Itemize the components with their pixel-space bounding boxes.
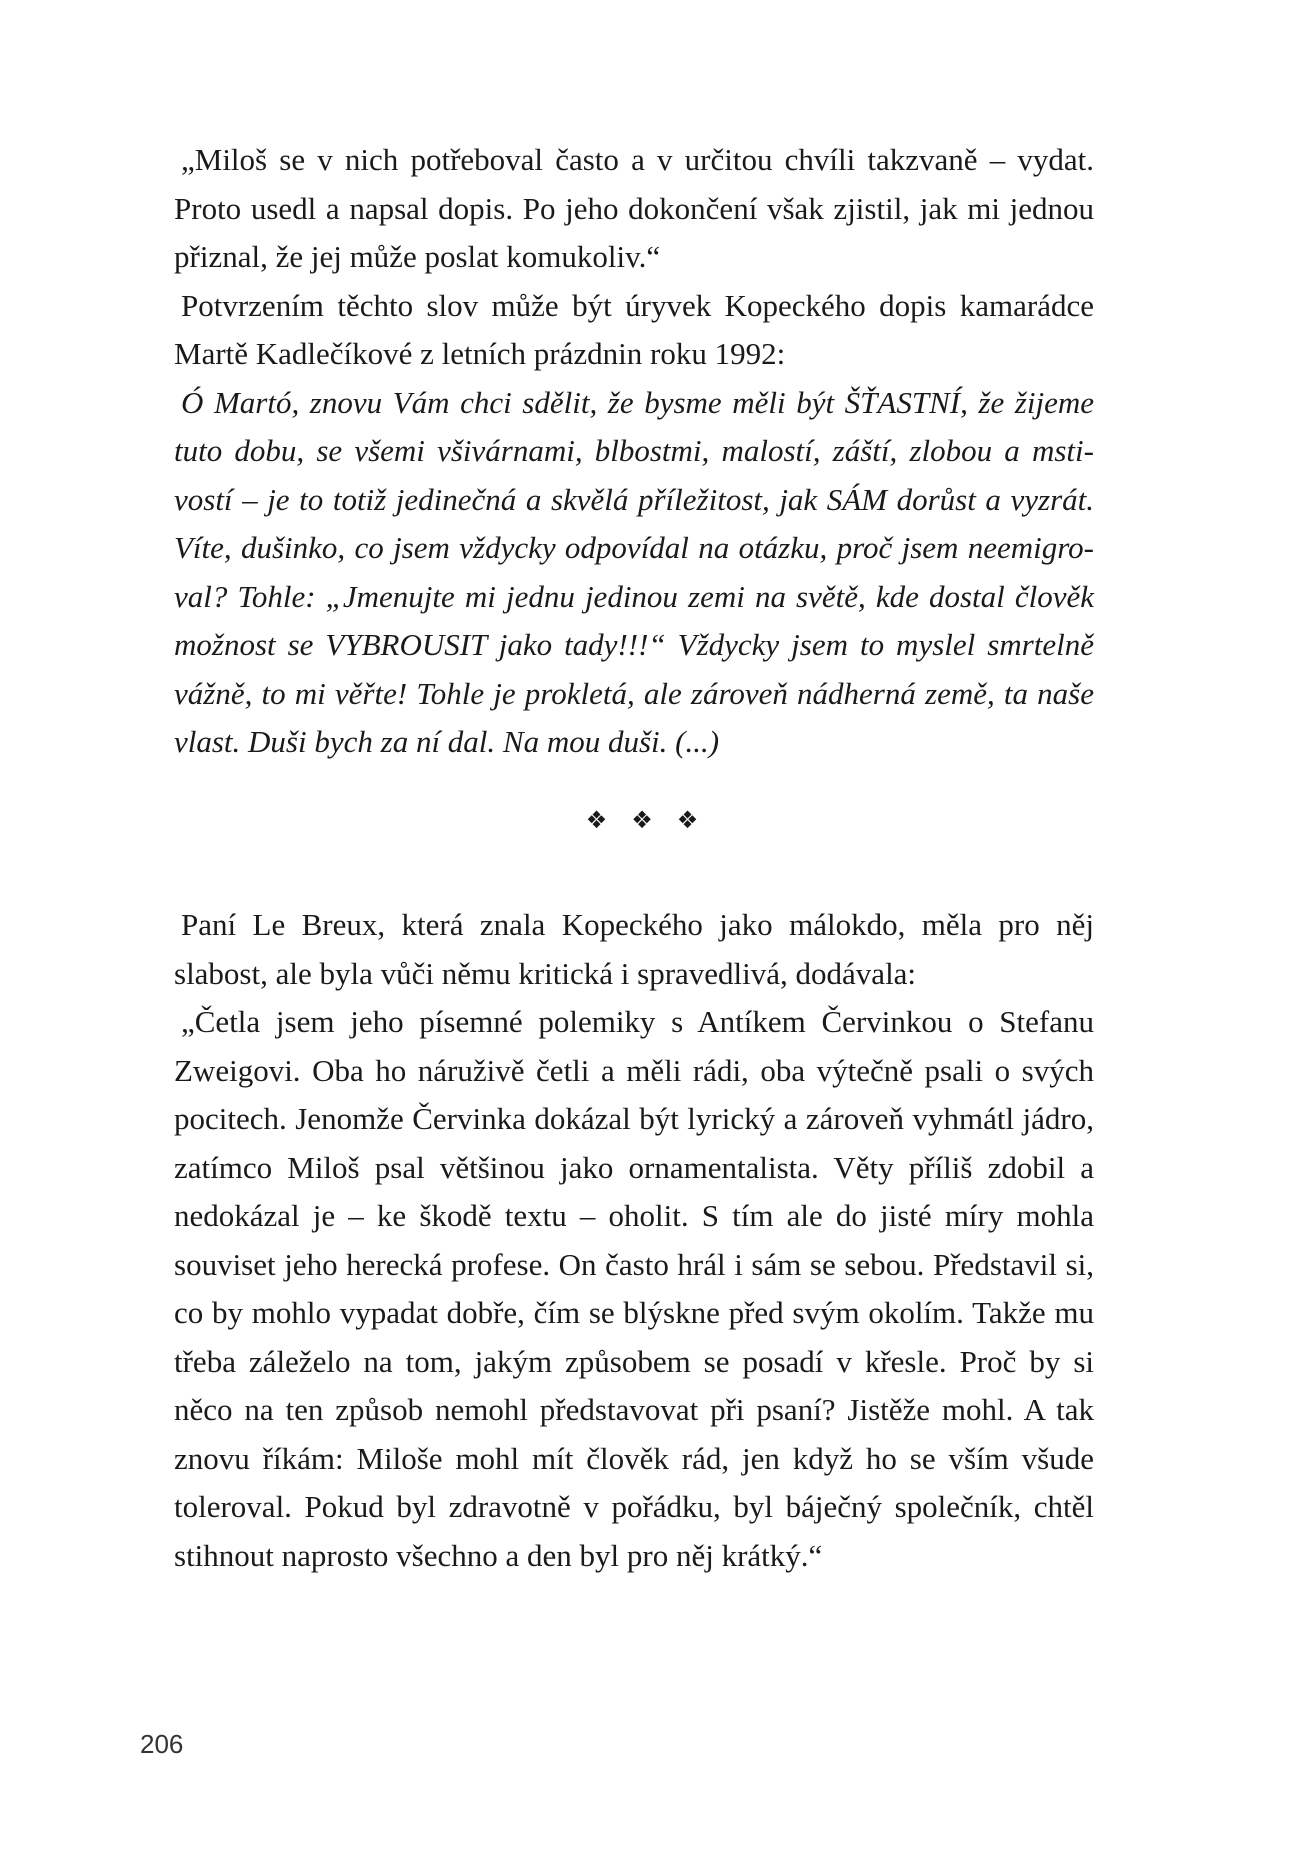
diamond-ornament-icon: ❖ <box>585 806 624 834</box>
text-section-bottom <box>174 901 1094 1580</box>
diamond-ornament-icon: ❖ <box>631 806 669 834</box>
page-number: 206 <box>140 1729 184 1759</box>
section-divider-ornament <box>0 806 1300 834</box>
paragraph: „Miloš se v nich potřeboval často a v určitou chvíli takzvaně – vydat. Proto usedl a napsal dopis. Po jeho dokončení však zjistil, jak mi jednou přiznal, že jej může poslat komukoliv.“ <box>174 142 1094 274</box>
paragraph: Paní Le Breux, která znala Kopeckého jako málokdo, měla pro něj slabost, ale byla vůči němu kritická i spravedlivá, dodávala: <box>174 907 1094 991</box>
diamond-ornament-icon: ❖ <box>676 806 715 834</box>
paragraph: Potvrzením těchto slov může být úryvek Kopeckého dopis kamarádce Martě Kadlečíkové z letních prázdnin roku 1992: <box>174 287 1094 371</box>
text-section-top <box>174 136 1094 767</box>
letter-quote-paragraph: Ó Martó, znovu Vám chci sdělit, že bysme měli být ŠŤASTNÍ, že žijeme tuto dobu, se všemi všivárnami, blbostmi, malostí, záští, zlobou a mstivostí – je to totiž jedinečná a skvělá příležitost, jak SÁM dorůst a vyzrát. Víte, dušinko, co jsem vždycky odpovídal na otázku, proč jsem neemigroval? Tohle: „Jmenujte mi jednu jedinou zemi na světě, kde dostal člověk možnost se VYBROUSIT jako tady!!!“ Vždycky jsem to myslel smrtelně vážně, to mi věřte! Tohle je prokletá, ale zároveň nádherná země, ta naše vlast. Duši bych za ní dal. Na mou duši. (...) <box>174 384 1094 759</box>
paragraph: „Četla jsem jeho písemné polemiky s Antíkem Červinkou o Stefanu Zweigovi. Oba ho náruživě četli a měli rádi, oba výtečně psali o svých pocitech. Jenomže Červinka dokázal být lyrický a zároveň vyhmátl jádro, zatímco Miloš psal většinou jako ornamentalista. Věty příliš zdobil a nedokázal je – ke škodě textu – oholit. S tím ale do jisté míry mohla souviset jeho herecká profese. On často hrál i sám se sebou. Představil si, co by mohlo vypadat dobře, čím se blýskne před svým okolím. Takže mu třeba záleželo na tom, jakým způsobem se posadí v křesle. Proč by si něco na ten způsob nemohl představovat při psaní? Jistěže mohl. A tak znovu říkám: Miloše mohl mít člověk rád, jen když ho se vším všude toleroval. Pokud byl zdravotně v pořádku, byl báječný společník, chtěl stihnout naprosto všechno a den byl pro něj krátký.“ <box>174 1004 1094 1573</box>
